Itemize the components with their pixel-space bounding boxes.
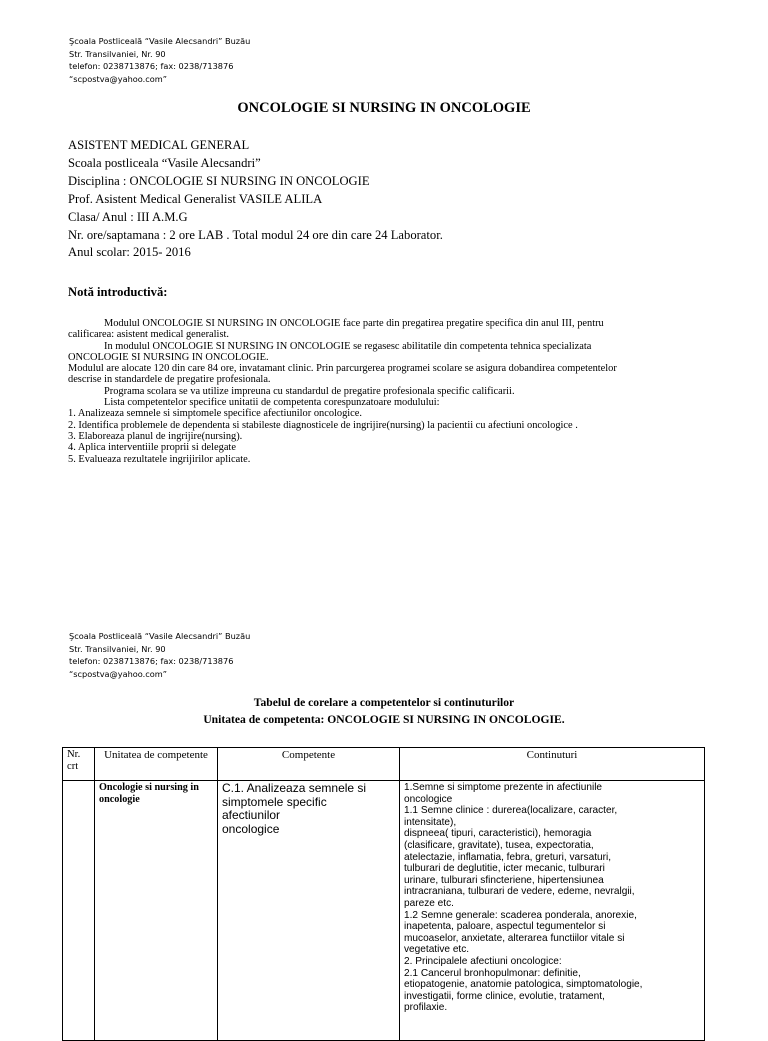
- table-subtitle: Unitatea de competenta: ONCOLOGIE SI NURSING IN ONCOLOGIE.: [203, 713, 565, 726]
- intro-text: [68, 318, 678, 465]
- meta-line: Scoala postliceala “Vasile Alecsandri”: [68, 155, 261, 170]
- content-line: pareze etc.: [404, 897, 454, 909]
- header-email: “scpostva@yahoo.com”: [69, 73, 167, 84]
- school-header-top: [69, 35, 250, 85]
- table-title: Tabelul de corelare a competentelor si continuturilor: [253, 696, 515, 709]
- content-line: (clasificare, gravitate), tusea, expectoratia,: [404, 839, 594, 851]
- content-line: profilaxie.: [404, 1002, 448, 1014]
- content-line: investigatii, forme clinice, evolutie, tratament,: [404, 990, 605, 1002]
- content-line: inapetenta, paloare, aspectul tegumentelor si: [404, 921, 606, 933]
- intro-line: Modulul are alocate 120 din care 84 ore, invatamant clinic. Prin parcurgerea programei scolare se asigura dobandirea competentelor: [68, 363, 617, 375]
- intro-line: Lista competentelor specifice unitatii de competenta corespunzatoare modulului:: [104, 397, 440, 409]
- course-meta: [68, 137, 443, 262]
- meta-line: Anul scolar: 2015- 2016: [68, 245, 191, 260]
- content-line: 1.Semne si simptome prezente in afectiunile: [404, 782, 603, 793]
- competence-item: 2. Identifica problemele de dependenta si stabileste diagnosticele de ingrijire(nursing) la pacientii cu afectiuni oncologice .: [68, 419, 578, 431]
- header-address: Str. Transilvaniei, Nr. 90: [69, 643, 166, 654]
- content-line: mucoaselor, anxietate, alterarea functiilor vitale si: [404, 932, 625, 944]
- table-header-row: [63, 748, 705, 781]
- intro-line: In modulul ONCOLOGIE SI NURSING IN ONCOLOGIE se regasesc abilitatile din competenta tehnica specializata: [104, 340, 592, 352]
- header-nr-crt: Nr. crt: [63, 748, 95, 781]
- competence-item: 4. Aplica interventiile proprii si delegate: [68, 442, 236, 454]
- content-line: 1.2 Semne generale: scaderea ponderala, anorexie,: [404, 909, 637, 921]
- content-line: oncologice: [404, 793, 453, 805]
- meta-line: Clasa/ Anul : III A.M.G: [68, 209, 188, 224]
- intro-line: calificarea: asistent medical generalist.: [68, 329, 229, 341]
- meta-line: Disciplina : ONCOLOGIE SI NURSING IN ONCOLOGIE: [68, 173, 370, 188]
- content-line: tulburari de deglutitie, icter mecanic, tulburari: [404, 863, 605, 875]
- header-competente: Competente: [218, 748, 400, 781]
- correlation-table: [62, 747, 705, 1041]
- cell-nr: [63, 781, 95, 1041]
- content-line: intracraniana, tulburari de vedere, edeme, nevralgii,: [404, 886, 635, 898]
- competence-item: 3. Elaboreaza planul de ingrijire(nursing).: [68, 430, 243, 442]
- intro-heading: Notă introductivă:: [68, 285, 168, 299]
- meta-line: Prof. Asistent Medical Generalist VASILE ALILA: [68, 191, 323, 206]
- header-email: “scpostva@yahoo.com”: [69, 668, 167, 679]
- competente-line: afectiunilor: [222, 808, 281, 822]
- header-continuturi: Continuturi: [400, 748, 705, 781]
- cell-unitate: Oncologie si nursing in oncologie: [95, 781, 218, 1041]
- content-line: vegetative etc.: [404, 944, 470, 956]
- content-line: urinare, tulburari sfincteriene, hipertensiunea: [404, 874, 604, 886]
- content-line: intensitate),: [404, 816, 457, 828]
- competente-line: C.1. Analizeaza semnele si: [222, 781, 367, 795]
- header-address: Str. Transilvaniei, Nr. 90: [69, 48, 166, 59]
- intro-line: Programa scolara se va utilize impreuna cu standardul de pregatire profesionala specific calificarii.: [104, 385, 515, 397]
- header-school-name: Şcoala Postliceală “Vasile Alecsandri” Buzău: [69, 36, 251, 46]
- meta-line: Nr. ore/saptamana : 2 ore LAB . Total modul 24 ore din care 24 Laborator.: [68, 227, 443, 242]
- cell-competente: [218, 781, 400, 1041]
- table-row: [63, 781, 705, 1041]
- header-phone: telefon: 0238713876; fax: 0238/713876: [69, 656, 234, 666]
- content-line: 2.1 Cancerul bronhopulmonar: definitie,: [404, 967, 581, 979]
- competence-item: 5. Evalueaza rezultatele ingrijirilor aplicate.: [68, 453, 251, 465]
- document-title: ONCOLOGIE SI NURSING IN ONCOLOGIE: [237, 100, 531, 116]
- competence-item: 1. Analizeaza semnele si simptomele specifice afectiunilor oncologice.: [68, 408, 362, 420]
- content-line: etiopatogenie, anatomie patologica, simptomatologie,: [404, 979, 643, 991]
- intro-line: Modulul ONCOLOGIE SI NURSING IN ONCOLOGIE face parte din pregatirea pregatire specifica din anul III, pentru: [104, 318, 604, 329]
- intro-line: ONCOLOGIE SI NURSING IN ONCOLOGIE.: [68, 351, 269, 363]
- intro-line: descrise in standardele de pregatire profesionala.: [68, 374, 271, 386]
- competente-line: simptomele specific: [222, 794, 327, 809]
- content-line: 1.1 Semne clinice : durerea(localizare, caracter,: [404, 805, 618, 817]
- header-unitate: Unitatea de competente: [95, 748, 218, 781]
- content-line: dispneea( tipuri, caracteristici), hemoragia: [404, 828, 592, 840]
- header-school-name: Şcoala Postliceală “Vasile Alecsandri” Buzău: [69, 631, 251, 641]
- competente-line: oncologice: [222, 821, 280, 836]
- school-header-bottom: [69, 630, 250, 680]
- header-phone: telefon: 0238713876; fax: 0238/713876: [69, 61, 234, 71]
- cell-continuturi: [400, 781, 705, 1041]
- content-line: 2. Principalele afectiuni oncologice:: [404, 955, 562, 967]
- meta-line: ASISTENT MEDICAL GENERAL: [68, 138, 250, 152]
- content-line: atelectazie, inflamatia, febra, greturi, varsaturi,: [404, 851, 612, 863]
